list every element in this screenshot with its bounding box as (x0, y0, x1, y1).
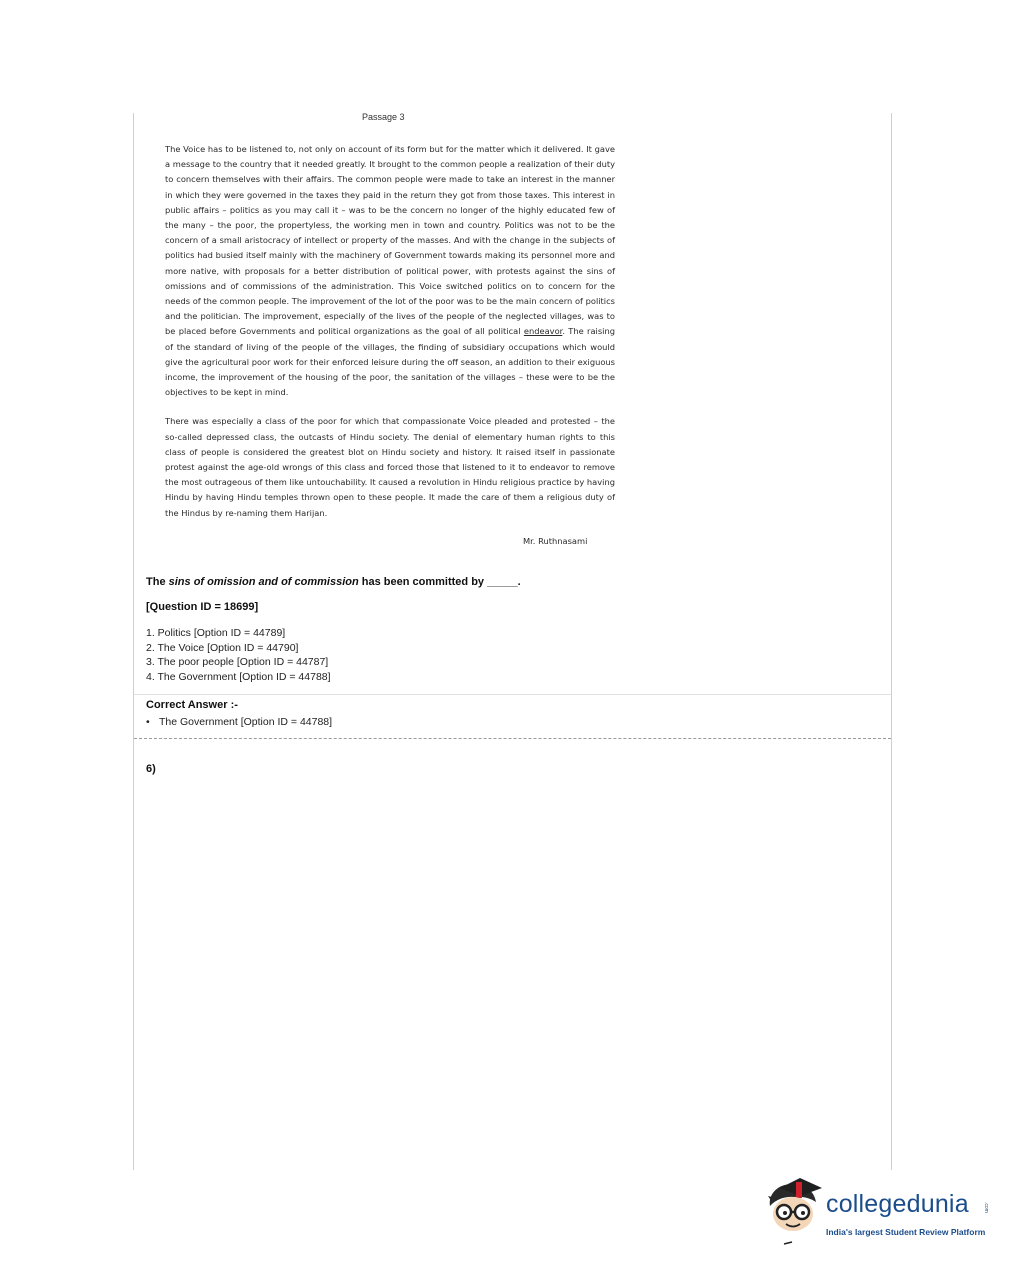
next-question-number: 6) (146, 763, 156, 775)
option-1: 1. Politics [Option ID = 44789] (146, 627, 286, 639)
passage-paragraph-2: There was especially a class of the poor for which that compassionate Voice pleaded and protested – the so-called depressed class, the outcasts of Hindu society. The denial of elementary human rights to this class of people is considered the greatest blot on Hindu society and history. It raised itself in passionate protest against the age-old wrongs of this class and forced those that listened to it to endeavor to remove the most outrageous of them like untouchability. It caused a revolution in Hindu religious practice by having Hindu by having Hindu temples thrown open to these people. It made the care of them a religious duty of the Hindus by re-naming them Harijan. (165, 416, 615, 518)
logo-dot-com: .com (983, 1202, 989, 1213)
correct-answer-label: Correct Answer :- (146, 699, 238, 711)
correct-answer-item (146, 716, 332, 728)
option-2: 2. The Voice [Option ID = 44790] (146, 641, 299, 654)
page-frame-right-border (891, 113, 892, 1170)
passage-title: Passage 3 (362, 112, 405, 122)
option-4: 4. The Government [Option ID = 44788] (146, 670, 331, 683)
passage-paragraph-1 (165, 142, 615, 400)
question-italic-phrase: sins of omission and of commission (168, 576, 359, 588)
bullet-icon: • (146, 716, 150, 728)
correct-answer-text: The Government [Option ID = 44788] (159, 716, 333, 728)
underlined-word-endeavor: endeavor (523, 326, 563, 337)
logo-tagline: India's largest Student Review Platform (826, 1227, 986, 1237)
question-text (146, 576, 521, 588)
option-list (146, 626, 331, 684)
page-frame-left-border (133, 113, 134, 1170)
passage-text (165, 142, 615, 535)
passage-author: Mr. Ruthnasami (523, 536, 588, 546)
paragraph-1-text-end: . The raising of the standard of living of the people of the villages, the finding of subsidiary occupations which would give the agricultural poor work for their enforced leisure during the off season, an addition to their exiguous income, the improvement of the housing of the poor, the sanitation of the villages – these were to be the objectives to be kept in mind. (165, 326, 615, 398)
option-3: 3. The poor people [Option ID = 44787] (146, 656, 329, 669)
question-suffix: has been committed by _____. (358, 576, 521, 588)
paragraph-1-text: The Voice has to be listened to, not only on account of its form but for the matter which it delivered. It gave a message to the country that it needed greatly. It brought to the common people a realization of their duty to concern themselves with their affairs. The common people were made to take an interest in the manner in which they were governed in the taxes they paid in the return they got from those taxes. This interest in public affairs – politics as you may call it – was to be the concern no longer of the highly educated few of the many – the poor, the propertyless, the working men in town and country. Politics was not to be the concern of a small aristocracy of intellect or property of the masses. And with the change in the subjects of politics had busied itself mainly with the machinery of Government towards making its personnel more and more native, with proposals for a better distribution of political power, with protests against the sins of omissions and of commissions of the administration. This Voice switched politics on to concern for the needs of the common people. The improvement of the lot of the poor was to be the main concern of politics and the politician. The improvement, especially of the lives of the people of the neglected villages, was to be placed before Governments and political organizations as the goal of all political (165, 144, 615, 337)
question-prefix: The (146, 576, 169, 588)
question-id: [Question ID = 18699] (146, 601, 259, 613)
section-divider (134, 694, 891, 695)
question-dashed-divider (134, 738, 891, 739)
logo-wordmark: collegedunia (826, 1190, 969, 1218)
